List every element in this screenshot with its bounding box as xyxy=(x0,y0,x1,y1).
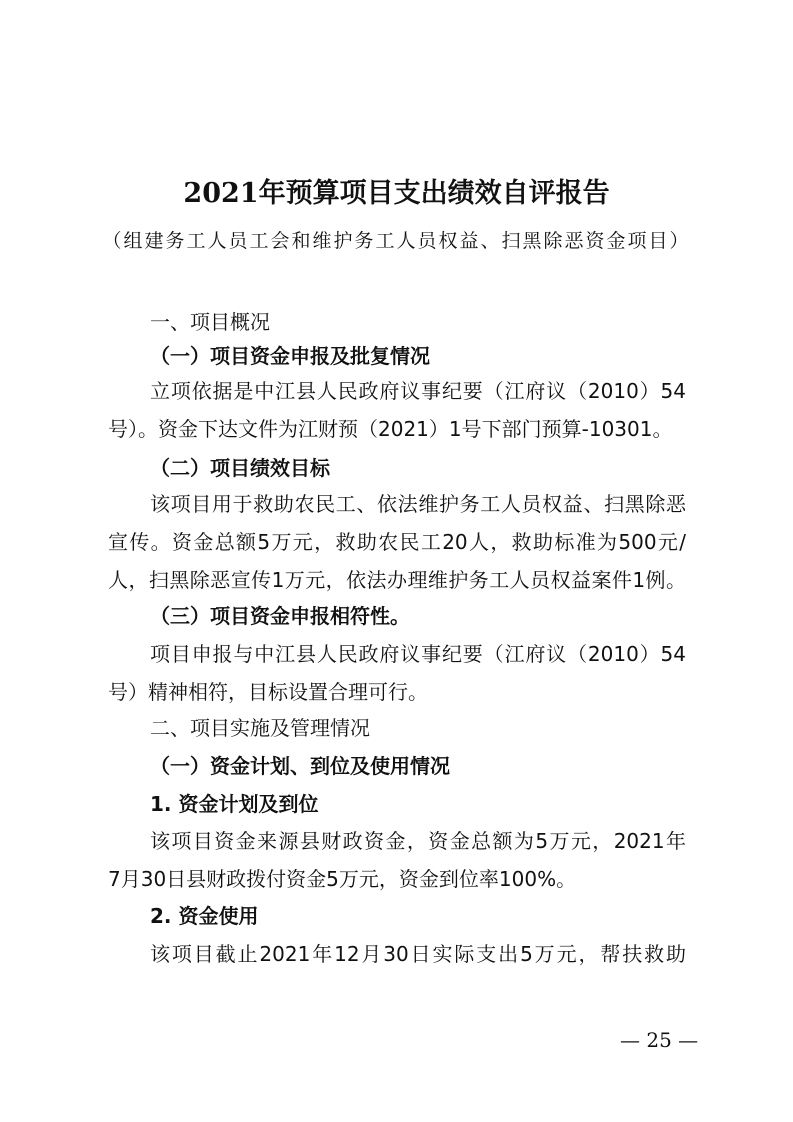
section1-sub1-heading: （一）项目资金申报及批复情况 xyxy=(150,344,430,368)
section2-item1-heading: 1. 资金计划及到位 xyxy=(150,792,319,816)
section1-sub2-heading: （二）项目绩效目标 xyxy=(150,456,330,480)
section1-sub1-line2: 号）。资金下达文件为江财预（2021）1号下部门预算-10301。 xyxy=(108,417,673,441)
section2-item1-line2: 7月30日县财政拨付资金5万元，资金到位率100%。 xyxy=(108,867,577,891)
section1-sub3-line2: 号）精神相符，目标设置合理可行。 xyxy=(108,680,428,704)
document-title: 2021年预算项目支出绩效自评报告 xyxy=(183,178,610,209)
section1-sub3-heading: （三）项目资金申报相符性。 xyxy=(150,604,410,628)
section1-sub2-line3: 人，扫黑除恶宣传1万元，依法办理维护务工人员权益案件1例。 xyxy=(108,568,686,592)
page-number: — 25 — xyxy=(620,1028,699,1052)
section1-sub2-line1: 该项目用于救助农民工、依法维护务工人员权益、扫黑除恶 xyxy=(150,492,686,516)
section2-item1-line1: 该项目资金来源县财政资金，资金总额为5万元，2021年 xyxy=(150,829,686,853)
section2-heading: 二、项目实施及管理情况 xyxy=(150,716,370,740)
section2-sub1-heading: （一）资金计划、到位及使用情况 xyxy=(150,754,450,778)
document-subtitle: （组建务工人员工会和维护务工人员权益、扫黑除恶资金项目） xyxy=(102,230,691,252)
section2-item2-heading: 2. 资金使用 xyxy=(150,904,259,928)
section1-sub2-line2: 宣传。资金总额5万元，救助农民工20人，救助标准为500元/ xyxy=(108,530,686,554)
section1-sub1-line1: 立项依据是中江县人民政府议事纪要（江府议（2010）54 xyxy=(150,379,686,403)
section1-heading: 一、项目概况 xyxy=(150,310,270,334)
section2-item2-line1: 该项目截止2021年12月30日实际支出5万元，帮扶救助 xyxy=(150,942,686,966)
section1-sub3-line1: 项目申报与中江县人民政府议事纪要（江府议（2010）54 xyxy=(150,642,686,666)
